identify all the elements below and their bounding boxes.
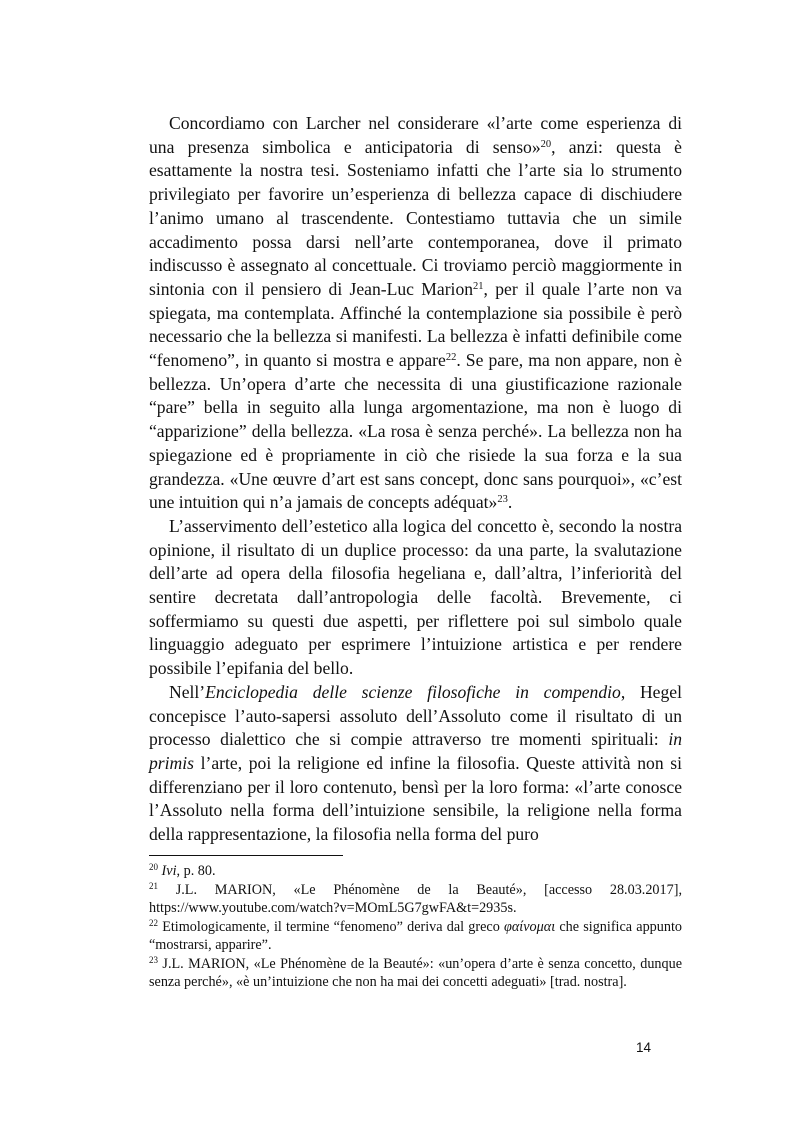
footnotes: [149, 862, 682, 992]
footnote-ref: 23: [497, 494, 508, 506]
footnote-ref: 22: [445, 352, 457, 364]
italic-text: Enciclopedia delle scienze filosofiche in compendio: [205, 681, 621, 702]
footnote-separator: [149, 855, 343, 856]
text-run: , per il quale l’arte non va spiegata, ma contemplata. Affinché la contemplazione sia possibile è però necessario che la bellezza si manifesti. La bellezza è infatti definibile come “fenomeno”, in quanto si mostra e appare: [149, 278, 682, 371]
italic-text: φαίνομαι: [504, 918, 556, 935]
footnote-ref: 22: [149, 917, 158, 928]
text-run: che significa appunto “mostrarsi, apparire”.: [149, 918, 682, 953]
footnote-ref: 21: [473, 280, 484, 292]
footnote: [149, 918, 682, 955]
page-number: 14: [636, 1040, 652, 1055]
footnote: [149, 955, 682, 992]
footnote-ref: 21: [149, 880, 158, 891]
text-run: Nell’: [169, 681, 206, 702]
footnote: [149, 862, 682, 881]
text-run: , p. 80.: [176, 863, 216, 879]
footnote-ref: 20: [540, 138, 552, 150]
text-run: J.L. MARION, «Le Phénomène de la Beauté»: «un’opera d’arte è senza concetto, dunque senza perché», «è un’intuizione che non ha mai dei concetti adeguati» [trad. nostra].: [149, 955, 682, 990]
text-run: , anzi: questa è esattamente la nostra tesi. Sosteniamo infatti che l’arte sia lo strumento privilegiato per favorire un’esperienza di bellezza capace di dischiudere l’animo umano al trascendente. Contestiamo tuttavia che un simile accadimento possa darsi nell’arte contemporanea, dove il primato indiscusso è assegnato al concettuale. Ci troviamo perciò maggiormente in sintonia con il pensiero di Jean-Luc Marion: [149, 136, 682, 299]
text-run: Concordiamo con Larcher nel considerare «l’arte come esperienza di una presenza simbolica e anticipatoria di senso»: [149, 113, 682, 157]
italic-text: in primis: [149, 729, 682, 773]
paragraph: [149, 681, 682, 847]
text-run: , Hegel concepisce l’auto-sapersi assoluto dell’Assoluto come il risultato di un processo dialettico che si compie attraverso tre momenti spirituali:: [149, 681, 682, 750]
footnote-ref: 23: [149, 954, 158, 965]
footnote: [149, 881, 682, 918]
text-run: Etimologicamente, il termine “fenomeno” deriva dal greco: [158, 918, 504, 935]
italic-text: Ivi: [161, 863, 177, 879]
text-run: J.L. MARION, «Le Phénomène de la Beauté», [accesso 28.03.2017], https://www.youtube.com/watch?v=MOmL5G7gwFA&t=2935s.: [149, 881, 682, 916]
text-run: L’asservimento dell’estetico alla logica del concetto è, secondo la nostra opinione, il risultato di un duplice processo: da una parte, la svalutazione dell’arte ad opera della filosofia hegeliana e, dall’altra, l’inferiorità del sentire decretata dall’antropologia delle facoltà. Brevemente, ci soffermiamo su questi due aspetti, per riflettere poi sul simbolo quale linguaggio adeguato per esprimere l’intuizione artistica e per rendere possibile l’epifania del bello.: [149, 515, 682, 679]
paragraph: [149, 515, 682, 681]
text-run: l’arte, poi la religione ed infine la filosofia. Queste attività non si differenziano per il loro contenuto, bensì per la loro forma: «l’arte conosce l’Assoluto nella forma dell’intuizione sensibile, la religione nella forma della rappresentazione, la filosofia nella forma del puro: [149, 752, 682, 845]
footnote-ref: 20: [149, 862, 158, 872]
text-run: .: [507, 492, 513, 513]
body-text: [149, 112, 682, 847]
text-run: . Se pare, ma non appare, non è bellezza. Un’opera d’arte che necessita di una giustificazione razionale “pare” bella in seguito alla lunga argomentazione, ma non è luogo di “apparizione” della bellezza. «La rosa è senza perché». La bellezza non ha spiegazione ed è propriamente in ciò che risiede la sua forza e la sua grandezza. «Une œuvre d’art est sans concept, donc sans pourquoi», «c’est une intuition qui n’a jamais de concepts adéquat»: [149, 350, 682, 513]
paragraph: [149, 112, 682, 515]
